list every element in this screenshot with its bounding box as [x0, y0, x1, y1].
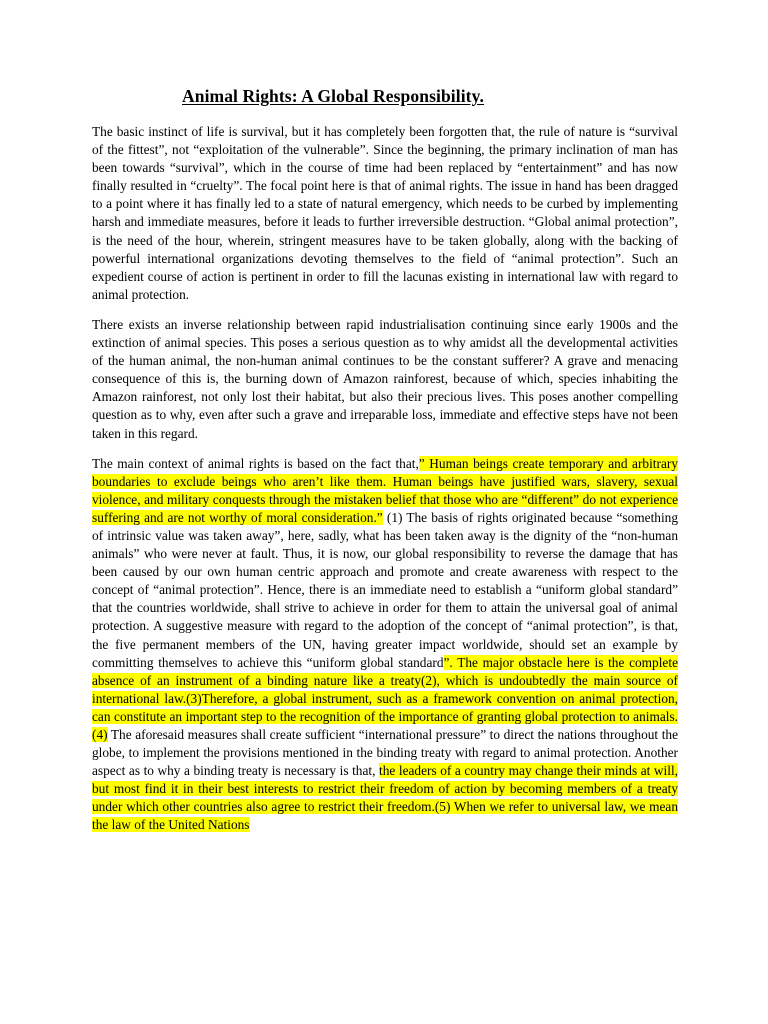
highlighted-text: the leaders of a country may change their minds at will, but most find it in their best interests to restrict their freedom of action by becoming members of a treaty under which other countries also agree to restrict their freedom.(5) When we refer to universal law, we mean the law of the United Nations [92, 763, 678, 833]
paragraph-text: The basic instinct of life is survival, but it has completely been forgotten that, the rule of nature is “survival of the fittest”, not “exploitation of the vulnerable”. Since the beginning, the primary inclination of man has been towards “survival”, which in the course of time had been replaced by “entertainment” and has now finally resulted in “cruelty”. The focal point here is that of animal rights. The issue in hand has been dragged to a point where it has finally led to a state of natural emergency, which needs to be curbed by implementing harsh and immediate measures, before it leads to further irreversible destruction. “Global animal protection”, is the need of the hour, wherein, stringent measures have to be taken globally, along with the backing of powerful international organizations devoting themselves to the field of “animal protection”. Such an expedient course of action is pertinent in order to fill the lacunas existing in international law with regard to animal protection. [92, 124, 678, 302]
paragraph-text: (1) The basis of rights originated because “something of intrinsic value was taken away”, here, sadly, what has been taken away is the dignity of the “non-human animals” who were never at fault. Thus, it is now, our global responsibility to reverse the damage that has been caused by our own human centric approach and promote and create awareness with respect to the concept of “animal protection”. Hence, there is an immediate need to establish a “uniform global standard” that the countries worldwide, shall strive to achieve in order for them to attain the universal goal of animal protection. A suggestive measure with regard to the adoption of the concept of “animal protection”, is that, the five permanent members of the UN, having greater impact worldwide, should set an example by committing themselves to achieve this “uniform global standard [92, 509, 678, 670]
document-body [92, 123, 678, 835]
highlighted-text: ”. The major obstacle here is the complete absence of an instrument of a binding nature like a treaty(2), which is undoubtedly the main source of international law.(3)Therefore, a global instrument, such as a framework convention on animal protection, can constitute an important step to the recognition of the importance of granting global protection to animals.(4) [92, 654, 678, 742]
paragraph-text: There exists an inverse relationship between rapid industrialisation continuing since early 1900s and the extinction of animal species. This poses a serious question as to why amidst all the developmental activities of the human animal, the non-human animal continues to be the constant sufferer? A grave and menacing consequence of this is, the burning down of Amazon rainforest, because of which, species inhabiting the Amazon rainforest, not only lost their habitat, but also their precious lives. This poses another compelling question as to why, even after such a grave and irreparable loss, immediate and effective steps have not been taken in this regard. [92, 316, 678, 441]
paragraph-text: The aforesaid measures shall create sufficient “international pressure” to direct the nations throughout the globe, to implement the provisions mentioned in the binding treaty with regard to animal protection. Another aspect as to why a binding treaty is necessary is that, [92, 727, 678, 779]
paragraph-3 [92, 455, 678, 835]
paragraph-1 [92, 123, 678, 304]
document-title: Animal Rights: A Global Responsibility. [182, 86, 484, 106]
paragraph-2 [92, 316, 678, 443]
highlighted-text: ” Human beings create temporary and arbitrary boundaries to exclude beings who aren’t like them. Human beings have justified wars, slavery, sexual violence, and military conquests through the mistaken belief that those who are “different” do not experience suffering and are not worthy of moral consideration.” [92, 455, 678, 525]
paragraph-text: The main context of animal rights is based on the fact that, [92, 455, 419, 471]
